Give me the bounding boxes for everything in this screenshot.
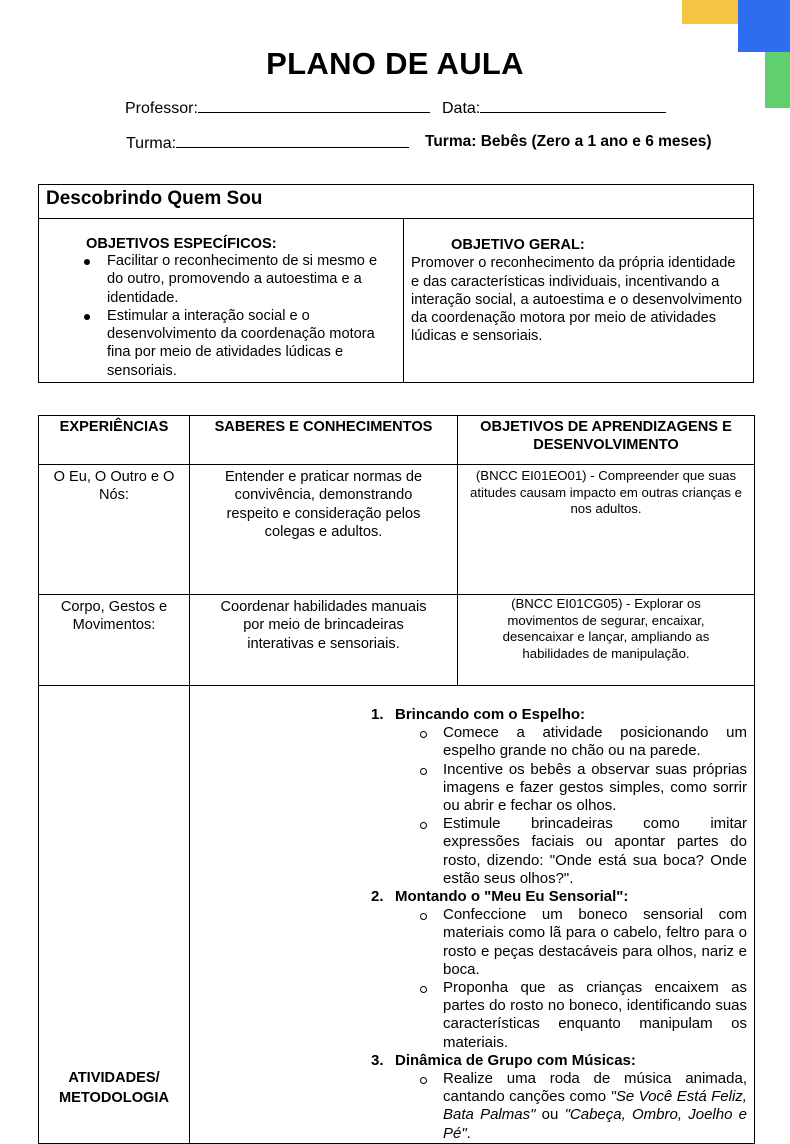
circle-bullet-icon: [420, 731, 427, 738]
cell-experiencia: O Eu, O Outro e O Nós:: [39, 465, 190, 595]
activity-title: 2. Montando o "Meu Eu Sensorial":: [371, 888, 629, 906]
bullet-icon: [84, 314, 90, 320]
activity-item: Estimule brincadeiras como imitar expressões faciais ou apontar partes do rosto, dizendo: "Onde está sua boca? Onde estão seus olhos?".: [190, 815, 747, 888]
table-row: [39, 465, 755, 595]
decor-blue-block: [738, 0, 790, 52]
list-item: Facilitar o reconhecimento de si mesmo e do outro, promovendo a autoestima e a identidade.: [39, 252, 393, 307]
circle-bullet-icon: [420, 768, 427, 775]
general-objective: [404, 219, 754, 383]
theme-box: [38, 184, 754, 383]
specific-objectives-title: OBJETIVOS ESPECÍFICOS:: [86, 236, 277, 252]
cell-experiencia: Corpo, Gestos e Movimentos:: [39, 595, 190, 686]
decor-yellow-block: [682, 0, 738, 24]
activities-label: ATIVIDADES/ METODOLOGIA: [39, 686, 190, 1144]
table-row: [39, 595, 755, 686]
activity-item: Comece a atividade posicionando um espelho grande no chão ou na parede.: [190, 724, 747, 760]
general-objective-text: Promover o reconhecimento da própria identidade e das características individuais, incentivando a interação social, a autoestima e o desenvolvimento da coordenação motora por meio de atividades lúdicas e sensoriais.: [411, 255, 742, 345]
activity-title: 3. Dinâmica de Grupo com Músicas:: [371, 1051, 636, 1069]
turma-value: Turma: Bebês (Zero a 1 ano e 6 meses): [425, 133, 712, 150]
activity-item: Confeccione um boneco sensorial com materiais como lã para o cabelo, feltro para o rosto e peças destacáveis para olhos, nariz e boca.: [190, 906, 747, 979]
turma-field: [126, 133, 409, 153]
turma-label: Turma:: [126, 135, 177, 152]
theme-title: Descobrindo Quem Sou: [39, 185, 753, 219]
professor-blank: [198, 98, 430, 113]
activity-title: 1. Brincando com o Espelho:: [371, 706, 586, 723]
table-row: [39, 686, 755, 1144]
header-experiencias: EXPERIÊNCIAS: [39, 416, 190, 465]
table-header-row: [39, 416, 755, 465]
bullet-icon: [84, 259, 90, 265]
specific-objectives: [39, 219, 404, 383]
circle-bullet-icon: [420, 822, 427, 829]
professor-field: [125, 98, 430, 118]
professor-label: Professor:: [125, 100, 198, 117]
list-item: Estimular a interação social e o desenvolvimento da coordenação motora fina por meio de atividades lúdicas e sensoriais.: [39, 307, 393, 380]
cell-saberes: Coordenar habilidades manuais por meio de brincadeiras interativas e sensoriais.: [190, 595, 458, 686]
date-label: Data:: [442, 100, 481, 117]
experiences-table: [38, 415, 755, 1144]
page-title: PLANO DE AULA: [266, 46, 524, 81]
activity-item: Realize uma roda de música animada, cantando canções como "Se Você Está Feliz, Bata Palmas" ou "Cabeça, Ombro, Joelho e Pé".: [190, 1070, 747, 1143]
activities-cell: [190, 686, 755, 1144]
circle-bullet-icon: [420, 913, 427, 920]
header-objetivos: OBJETIVOS DE APRENDIZAGENS E DESENVOLVIMENTO: [458, 416, 755, 465]
activity-item: Proponha que as crianças encaixem as partes do rosto no boneco, identificando suas características enquanto manipulam os materiais.: [190, 979, 747, 1052]
specific-objectives-list: [39, 252, 403, 380]
header-saberes: SABERES E CONHECIMENTOS: [190, 416, 458, 465]
circle-bullet-icon: [420, 1077, 427, 1084]
cell-objetivos: (BNCC EI01EO01) - Compreender que suas atitudes causam impacto em outras crianças e nos adultos.: [458, 465, 755, 595]
cell-objetivos: (BNCC EI01CG05) - Explorar os movimentos de segurar, encaixar, desencaixar e lançar, ampliando as habilidades de manipulação.: [458, 595, 755, 686]
cell-saberes: Entender e praticar normas de convivência, demonstrando respeito e consideração pelos colegas e adultos.: [190, 465, 458, 595]
activity-item: Incentive os bebês a observar suas próprias imagens e fazer gestos simples, como sorrir ou abrir e fechar os olhos.: [190, 761, 747, 816]
date-blank: [480, 98, 666, 113]
circle-bullet-icon: [420, 986, 427, 993]
turma-blank: [176, 133, 409, 148]
date-field: [442, 98, 666, 118]
general-objective-title: OBJETIVO GERAL:: [451, 237, 585, 253]
